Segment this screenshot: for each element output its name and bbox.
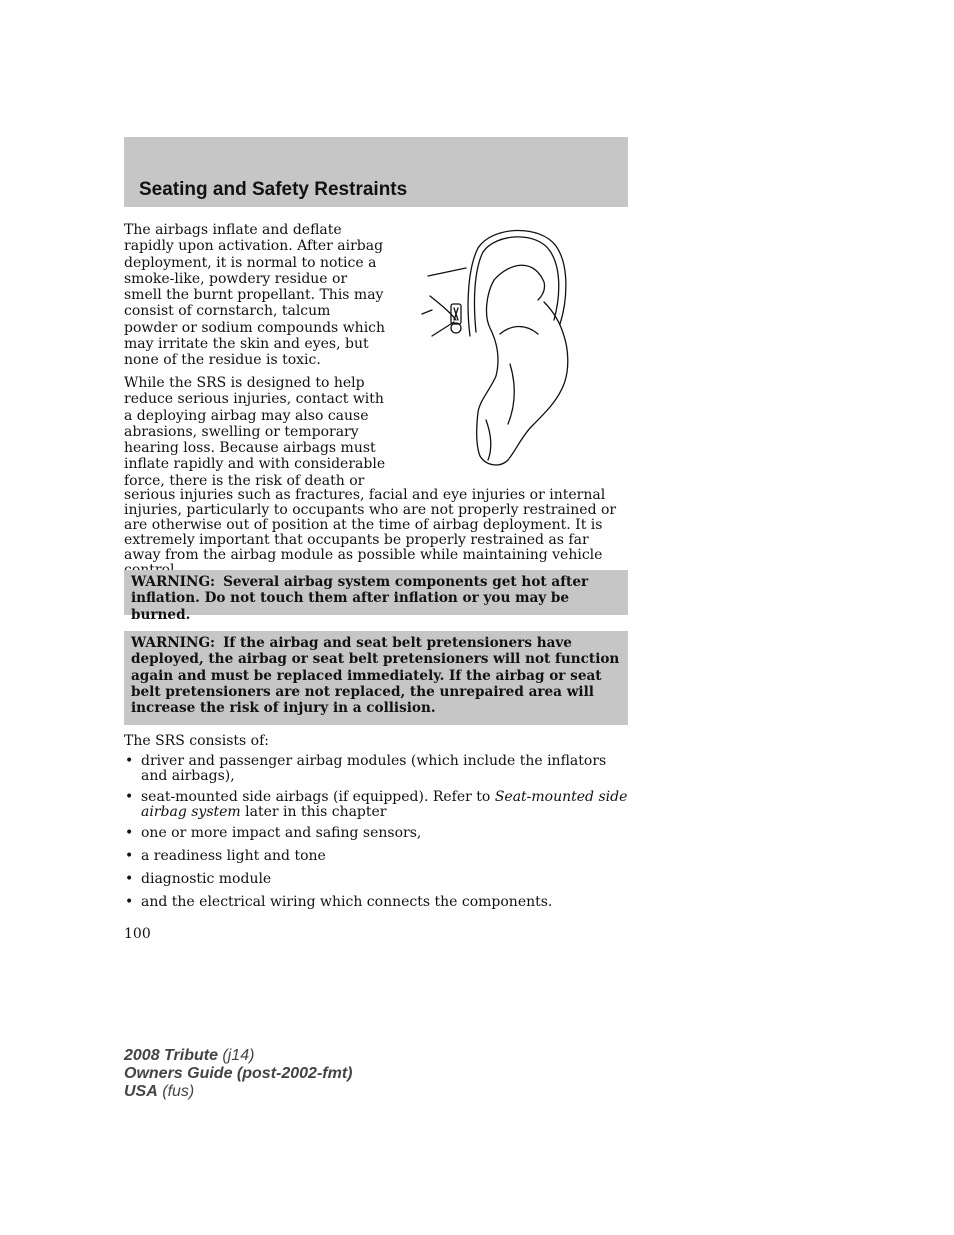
list-item (124, 754, 628, 784)
bullet: • (125, 753, 134, 769)
paragraph-residue: The airbags inflate and deflate rapidly upon activation. After airbag deployment, it is normal to notice a smoke-like, powdery residue or smell the burnt propellant. This may consist of cornstarch, talcum powder or sodium compounds which may irritate the skin and eyes, but none of the residue is toxic. (124, 222, 386, 369)
list-item-text: seat-mounted side airbags (if equipped). Refer to (141, 789, 495, 805)
footer-model: 2008 Tribute (124, 1047, 218, 1064)
cross-reference-link[interactable]: Seat-mounted side airbag system (141, 789, 628, 820)
warning-label: WARNING: (131, 574, 216, 590)
bullet: • (125, 894, 134, 910)
list-item-text: diagnostic module (141, 871, 272, 887)
list-item-text: a readiness light and tone (141, 848, 326, 864)
list-item (124, 849, 628, 864)
warning-text: If the airbag and seat belt pretensioners have deployed, the airbag or seat belt pretensioners will not function again and must be replaced immediately. If the airbag or seat belt pretensioners are not replaced, the unrepaired area will increase the risk of injury in a collision. (131, 635, 620, 717)
page-number: 100 (124, 926, 151, 942)
section-header (124, 137, 628, 207)
bullet: • (125, 789, 134, 805)
airbag-deployment-illustration (420, 224, 580, 470)
warning-hot-components (124, 570, 628, 623)
bullet: • (125, 825, 134, 841)
paragraph-injuries: While the SRS is designed to help reduce serious injuries, contact with a deploying airbag may also cause abrasions, swelling or temporary hearing loss. Because airbags must inflate rapidly and with considerable force, there is the risk of death or (124, 375, 386, 489)
srs-intro: The SRS consists of: (124, 733, 269, 749)
section-title: Seating and Safety Restraints (139, 179, 408, 200)
warning-replace-components (124, 631, 628, 725)
list-item-text: driver and passenger airbag modules (which include the inflators and airbags), (141, 753, 607, 784)
document-footer (124, 1047, 352, 1101)
srs-component-list (124, 754, 628, 910)
list-item (124, 790, 628, 820)
footer-market: USA (124, 1083, 158, 1100)
list-item (124, 895, 628, 910)
list-item-text: later in this chapter (240, 804, 387, 820)
list-item (124, 872, 628, 887)
bullet: • (125, 871, 134, 887)
bullet: • (125, 848, 134, 864)
warning-text: Several airbag system components get hot after inflation. Do not touch them after inflation or you may be burned. (131, 574, 589, 623)
warning-label: WARNING: (131, 635, 216, 651)
footer-model-code: (j14) (222, 1047, 255, 1064)
list-item-text: and the electrical wiring which connects the components. (141, 894, 553, 910)
footer-guide: Owners Guide (post-2002-fmt) (124, 1065, 353, 1082)
paragraph-positioning: serious injuries such as fractures, facial and eye injuries or internal injuries, particularly to occupants who are not properly restrained or are otherwise out of position at the time of airbag deployment. It is extremely important that occupants be properly restrained as far away from the airbag module as possible while maintaining vehicle (124, 487, 617, 563)
footer-market-code: (fus) (162, 1083, 195, 1100)
list-item-text: one or more impact and safing sensors, (141, 825, 422, 841)
list-item (124, 826, 628, 841)
